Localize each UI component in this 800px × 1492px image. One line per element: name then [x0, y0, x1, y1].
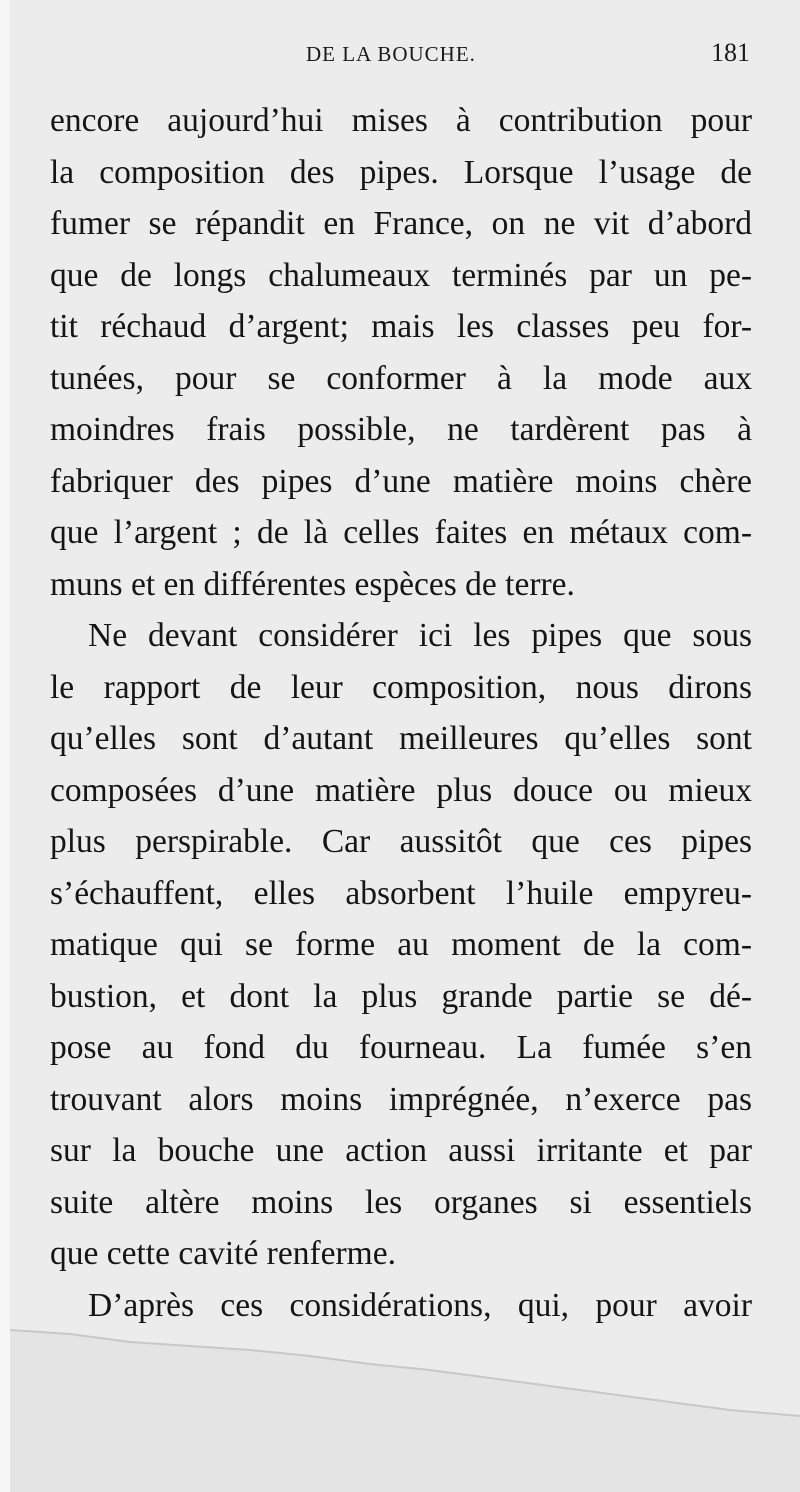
running-title: DE LA BOUCHE.	[306, 42, 476, 66]
paragraph-first-line: Ne devant considérer ici les pipes que sous	[88, 617, 752, 654]
text-line: bustion, et dont la plus grande partie se dé-	[50, 977, 752, 1015]
text-line: le rapport de leur composition, nous dirons	[50, 668, 752, 706]
text-line: trouvant alors moins imprégnée, n’exerce pas	[50, 1080, 752, 1118]
book-page	[10, 0, 800, 1492]
text-line: tunées, pour se conformer à la mode aux	[50, 359, 752, 397]
text-line: pose au fond du fourneau. La fumée s’en	[50, 1029, 752, 1066]
text-line: que cette cavité renferme.	[50, 1235, 396, 1272]
page-number: 181	[711, 38, 750, 67]
text-line: composées d’une matière plus douce ou mieux	[50, 771, 752, 809]
text-line: la composition des pipes. Lorsque l’usage de	[50, 153, 752, 191]
text-line: matique qui se forme au moment de la com-	[50, 926, 752, 963]
text-line: fabriquer des pipes d’une matière moins chère	[50, 462, 752, 500]
text-line: tit réchaud d’argent; mais les classes peu for-	[50, 308, 752, 345]
running-header	[10, 38, 800, 78]
text-line: que de longs chalumeaux terminés par un pe-	[50, 256, 752, 294]
text-line: que l’argent ; de là celles faites en métaux com-	[50, 514, 752, 551]
text-line: sur la bouche une action aussi irritante et par	[50, 1132, 752, 1169]
torn-page-edge	[10, 1320, 800, 1492]
page-margin-edge	[0, 0, 10, 1492]
body-text	[50, 95, 752, 1331]
text-line: s’échauffent, elles absorbent l’huile empyreu-	[50, 874, 752, 912]
text-line: muns et en différentes espèces de terre.	[50, 565, 575, 603]
paragraph-first-line: D’après ces considérations, qui, pour avoir	[88, 1286, 752, 1324]
text-line: moindres frais possible, ne tardèrent pas à	[50, 411, 752, 448]
text-line: fumer se répandit en France, on ne vit d’abord	[50, 205, 752, 242]
text-line: encore aujourd’hui mises à contribution pour	[50, 102, 752, 139]
text-line: qu’elles sont d’autant meilleures qu’elles sont	[50, 720, 752, 757]
text-line: plus perspirable. Car aussitôt que ces pipes	[50, 823, 752, 860]
text-line: suite altère moins les organes si essentiels	[50, 1183, 752, 1221]
